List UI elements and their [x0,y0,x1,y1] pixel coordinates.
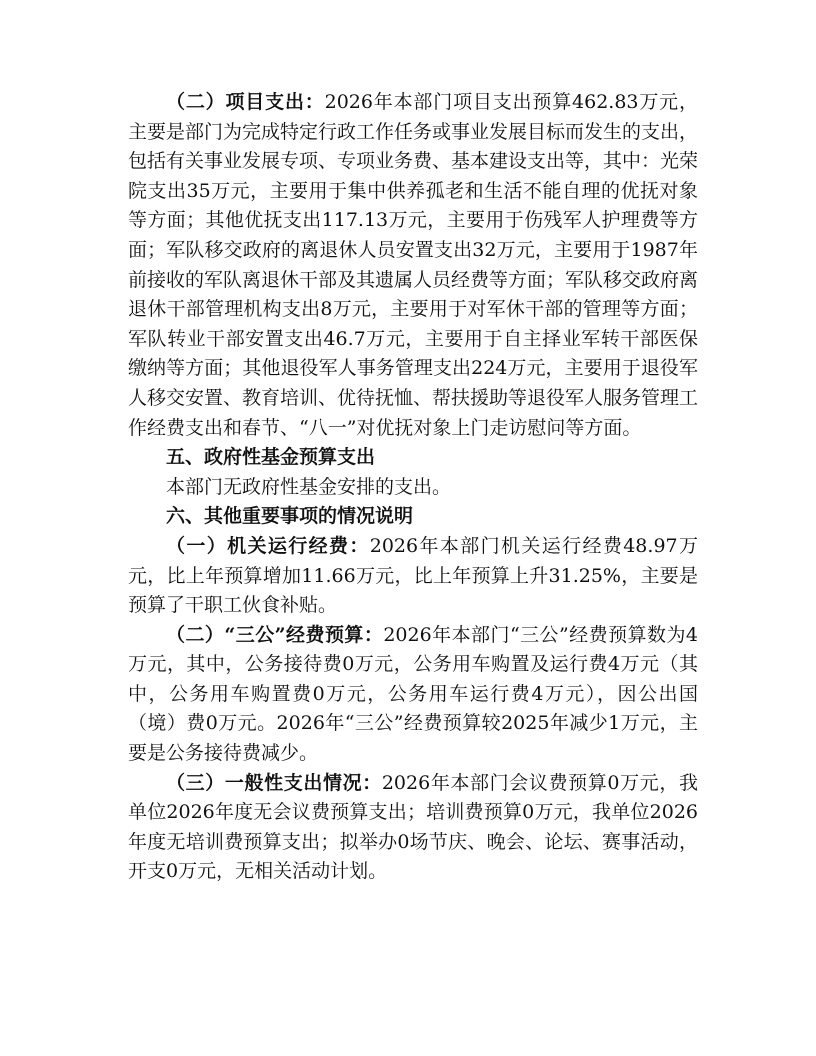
document-page [128,88,698,887]
project-expenses-body: 2026年本部门项目支出预算462.83万元，主要是部门为完成特定行政工作任务或事业发展目标而发生的支出，包括有关事业发展专项、专项业务费、基本建设支出等，其中：光荣院支出35万元，主要用于集中供养孤老和生活不能自理的优抚对象等方面；其他优抚支出117.13万元，主要用于伤残军人护理费等方面；军队移交政府的离退休人员安置支出32万元，主要用于1987年前接收的军队离退休干部及其遗属人员经费等方面；军队移交政府离退休干部管理机构支出8万元，主要用于对军休干部的管理等方面；军队转业干部安置支出46.7万元，主要用于自主择业军转干部医保缴纳等方面；其他退役军人事务管理支出224万元，主要用于退役军人移交安置、教育培训、优待抚恤、帮扶援助等退役军人服务管理工作经费支出和春节、“八一”对优抚对象上门走访慰问等方面。 [128,91,699,439]
three-public-body: 2026年本部门“三公”经费预算数为4万元，其中，公务接待费0万元，公务用车购置及运行费4万元（其中，公务用车购置费0万元，公务用车运行费4万元），因公出国（境）费0万元。2026年“三公”经费预算较2025年减少1万元，主要是公务接待费减少。 [128,623,698,765]
operating-expenses-lead: （一）机关运行经费： [166,534,370,557]
general-expenses-paragraph [128,769,698,887]
project-expenses-paragraph [128,88,698,443]
three-public-paragraph [128,621,698,769]
general-expenses-lead: （三）一般性支出情况： [166,771,382,794]
operating-expenses-body: 2026年本部门机关运行经费48.97万元，比上年预算增加11.66万元，比上年预算上升31.25%，主要是预算了干职工伙食补贴。 [128,534,698,617]
project-expenses-lead: （二）项目支出： [166,91,325,113]
operating-expenses-paragraph [128,532,698,621]
gov-fund-body: 本部门无政府性基金安排的支出。 [166,475,452,498]
gov-fund-heading: 五、政府性基金预算支出 [166,446,376,469]
general-expenses-body: 2026年本部门会议费预算0万元，我单位2026年度无会议费预算支出；培训费预算0万元，我单位2026年度无培训费预算支出；拟举办0场节庆、晚会、论坛、赛事活动，开支0万元，无相关活动计划。 [128,771,698,883]
three-public-lead: （二）“三公”经费预算： [166,623,384,646]
other-items-heading: 六、其他重要事项的情况说明 [166,505,414,528]
